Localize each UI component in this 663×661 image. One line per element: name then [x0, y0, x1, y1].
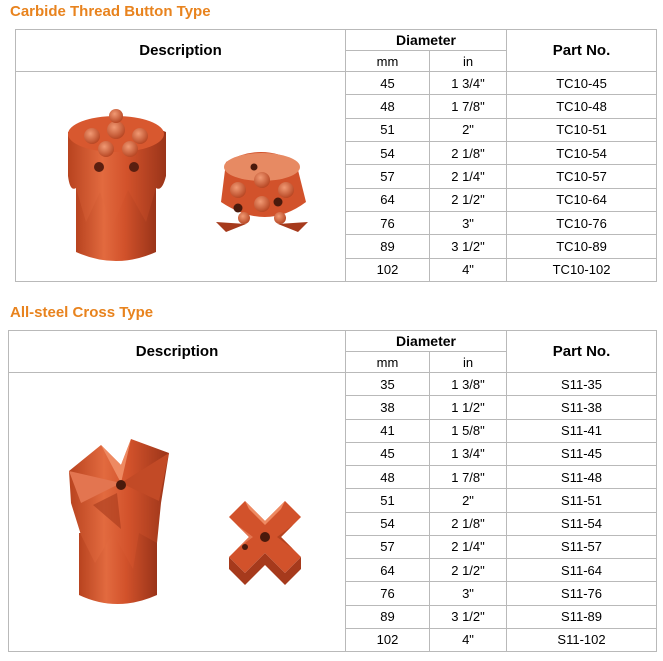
part-no-cell: S11-48 — [507, 466, 657, 489]
in-cell: 3 1/2" — [430, 235, 507, 258]
mm-header: mm — [346, 352, 430, 373]
section-title-all-steel-cross: All-steel Cross Type — [10, 304, 154, 321]
in-cell: 3" — [430, 582, 507, 605]
in-cell: 1 3/4" — [430, 72, 507, 95]
mm-cell: 45 — [346, 72, 430, 95]
description-header: Description — [16, 30, 346, 72]
mm-cell: 48 — [346, 466, 430, 489]
mm-cell: 64 — [346, 188, 430, 211]
in-cell: 1 7/8" — [430, 95, 507, 118]
in-cell: 1 5/8" — [430, 419, 507, 442]
in-cell: 2 1/4" — [430, 165, 507, 188]
in-cell: 1 3/8" — [430, 373, 507, 396]
cross-bits-image — [9, 373, 346, 652]
part-no-cell: TC10-57 — [507, 165, 657, 188]
carbide-button-bits-image — [16, 72, 346, 282]
section-title-carbide-button: Carbide Thread Button Type — [10, 3, 211, 20]
part-no-cell: S11-51 — [507, 489, 657, 512]
part-no-cell: S11-102 — [507, 628, 657, 651]
cross-bit-side-view — [69, 439, 169, 604]
part-no-cell: TC10-89 — [507, 235, 657, 258]
part-no-cell: S11-54 — [507, 512, 657, 535]
mm-cell: 45 — [346, 442, 430, 465]
in-cell: 4" — [430, 628, 507, 651]
part-no-cell: TC10-51 — [507, 118, 657, 141]
part-no-header: Part No. — [507, 331, 657, 373]
in-cell: 2 1/8" — [430, 512, 507, 535]
carbide-button-spec-table — [15, 29, 657, 282]
part-no-header: Part No. — [507, 30, 657, 72]
in-cell: 2" — [430, 489, 507, 512]
mm-cell: 48 — [346, 95, 430, 118]
in-cell: 2" — [430, 118, 507, 141]
part-no-cell: S11-41 — [507, 419, 657, 442]
part-no-cell: S11-57 — [507, 535, 657, 558]
mm-cell: 57 — [346, 535, 430, 558]
in-cell: 1 1/2" — [430, 396, 507, 419]
button-bit-side-view — [68, 109, 166, 261]
mm-cell: 89 — [346, 605, 430, 628]
all-steel-cross-spec-table — [8, 330, 657, 652]
part-no-cell: TC10-54 — [507, 141, 657, 164]
mm-cell: 57 — [346, 165, 430, 188]
part-no-cell: TC10-64 — [507, 188, 657, 211]
mm-cell: 35 — [346, 373, 430, 396]
part-no-cell: TC10-76 — [507, 211, 657, 234]
in-cell: 3" — [430, 211, 507, 234]
mm-cell: 76 — [346, 582, 430, 605]
part-no-cell: S11-64 — [507, 559, 657, 582]
part-no-cell: S11-35 — [507, 373, 657, 396]
in-cell: 4" — [430, 258, 507, 281]
carbide-button-bits-illustration — [16, 72, 346, 281]
part-no-cell: TC10-48 — [507, 95, 657, 118]
part-no-cell: TC10-45 — [507, 72, 657, 95]
diameter-header: Diameter — [346, 331, 507, 352]
in-cell: 1 7/8" — [430, 466, 507, 489]
mm-cell: 76 — [346, 211, 430, 234]
mm-header: mm — [346, 51, 430, 72]
mm-cell: 64 — [346, 559, 430, 582]
in-cell: 3 1/2" — [430, 605, 507, 628]
button-bit-face-view — [216, 152, 308, 232]
in-header: in — [430, 51, 507, 72]
mm-cell: 89 — [346, 235, 430, 258]
mm-cell: 54 — [346, 512, 430, 535]
mm-cell: 102 — [346, 258, 430, 281]
mm-cell: 41 — [346, 419, 430, 442]
part-no-cell: TC10-102 — [507, 258, 657, 281]
in-header: in — [430, 352, 507, 373]
mm-cell: 102 — [346, 628, 430, 651]
mm-cell: 54 — [346, 141, 430, 164]
mm-cell: 51 — [346, 489, 430, 512]
part-no-cell: S11-38 — [507, 396, 657, 419]
cross-bit-face-view — [229, 501, 301, 585]
description-header: Description — [9, 331, 346, 373]
in-cell: 2 1/2" — [430, 188, 507, 211]
in-cell: 2 1/4" — [430, 535, 507, 558]
mm-cell: 51 — [346, 118, 430, 141]
cross-bits-illustration — [9, 373, 346, 651]
in-cell: 1 3/4" — [430, 442, 507, 465]
diameter-header: Diameter — [346, 30, 507, 51]
part-no-cell: S11-76 — [507, 582, 657, 605]
part-no-cell: S11-89 — [507, 605, 657, 628]
part-no-cell: S11-45 — [507, 442, 657, 465]
mm-cell: 38 — [346, 396, 430, 419]
in-cell: 2 1/8" — [430, 141, 507, 164]
in-cell: 2 1/2" — [430, 559, 507, 582]
